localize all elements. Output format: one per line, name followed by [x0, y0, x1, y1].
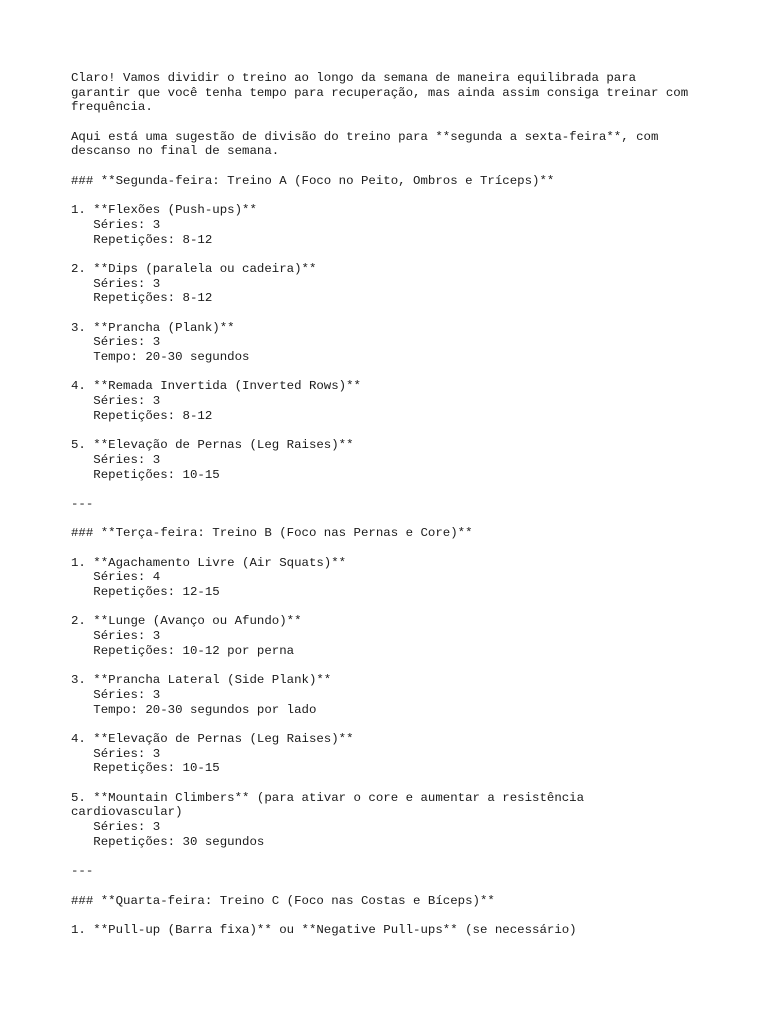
- exercise-detail: Repetições: 8-12: [71, 291, 213, 306]
- blank-line: [71, 908, 731, 923]
- section-heading-monday: ### **Segunda-feira: Treino A (Foco no Peito, Ombros e Tríceps)**: [71, 173, 555, 188]
- blank-line: [71, 717, 731, 732]
- exercise-detail: Séries: 3: [71, 452, 161, 467]
- blank-line: [71, 849, 731, 864]
- exercise-title: 3. **Prancha Lateral (Side Plank)**: [71, 673, 332, 688]
- exercise-detail: Repetições: 30 segundos: [71, 834, 265, 849]
- divider: ---: [71, 496, 94, 511]
- exercise-title: 2. **Lunge (Avanço ou Afundo)**: [71, 614, 302, 629]
- exercise-detail: Repetições: 8-12: [71, 232, 213, 247]
- exercise-detail: Tempo: 20-30 segundos por lado: [71, 702, 317, 717]
- exercise-title-continued: cardiovascular): [71, 805, 183, 820]
- exercise-detail: Tempo: 20-30 segundos: [71, 350, 250, 365]
- exercise-detail: Séries: 3: [71, 820, 161, 835]
- blank-line: [71, 482, 731, 497]
- exercise-title: 5. **Mountain Climbers** (para ativar o core e aumentar a resistência: [71, 790, 585, 805]
- section-heading-tuesday: ### **Terça-feira: Treino B (Foco nas Pernas e Core)**: [71, 526, 473, 541]
- exercise-detail: Séries: 3: [71, 335, 161, 350]
- exercise-detail: Séries: 3: [71, 217, 161, 232]
- exercise-title: 1. **Agachamento Livre (Air Squats)**: [71, 555, 347, 570]
- text-line: Aqui está uma sugestão de divisão do treino para **segunda a sexta-feira**, com: [71, 129, 659, 144]
- blank-line: [71, 247, 731, 262]
- exercise-title: 5. **Elevação de Pernas (Leg Raises)**: [71, 438, 354, 453]
- text-line: garantir que você tenha tempo para recuperação, mas ainda assim consiga treinar com: [71, 85, 689, 100]
- exercise-detail: Séries: 3: [71, 276, 161, 291]
- divider: ---: [71, 864, 94, 879]
- blank-line: [71, 541, 731, 556]
- exercise-title: 1. **Flexões (Push-ups)**: [71, 203, 257, 218]
- blank-line: [71, 600, 731, 615]
- exercise-title: 4. **Elevação de Pernas (Leg Raises)**: [71, 731, 354, 746]
- blank-line: [71, 115, 731, 130]
- exercise-title: 3. **Prancha (Plank)**: [71, 320, 235, 335]
- exercise-title: 1. **Pull-up (Barra fixa)** ou **Negative Pull-ups** (se necessário): [71, 922, 577, 937]
- text-line: frequência.: [71, 100, 153, 115]
- blank-line: [71, 512, 731, 527]
- document-page: [71, 71, 731, 938]
- blank-line: [71, 776, 731, 791]
- exercise-title: 4. **Remada Invertida (Inverted Rows)**: [71, 379, 361, 394]
- blank-line: [71, 159, 731, 174]
- exercise-detail: Repetições: 12-15: [71, 585, 220, 600]
- exercise-detail: Séries: 3: [71, 746, 161, 761]
- exercise-detail: Repetições: 10-12 por perna: [71, 643, 295, 658]
- blank-line: [71, 424, 731, 439]
- exercise-detail: Repetições: 8-12: [71, 408, 213, 423]
- text-line: descanso no final de semana.: [71, 144, 280, 159]
- exercise-detail: Repetições: 10-15: [71, 761, 220, 776]
- blank-line: [71, 365, 731, 380]
- section-heading-wednesday: ### **Quarta-feira: Treino C (Foco nas Costas e Bíceps)**: [71, 893, 495, 908]
- exercise-detail: Séries: 3: [71, 394, 161, 409]
- text-line: Claro! Vamos dividir o treino ao longo da semana de maneira equilibrada para: [71, 71, 637, 85]
- blank-line: [71, 879, 731, 894]
- exercise-detail: Séries: 3: [71, 629, 161, 644]
- exercise-detail: Repetições: 10-15: [71, 467, 220, 482]
- exercise-detail: Séries: 4: [71, 570, 161, 585]
- exercise-detail: Séries: 3: [71, 687, 161, 702]
- blank-line: [71, 659, 731, 674]
- blank-line: [71, 189, 731, 204]
- blank-line: [71, 306, 731, 321]
- exercise-title: 2. **Dips (paralela ou cadeira)**: [71, 261, 317, 276]
